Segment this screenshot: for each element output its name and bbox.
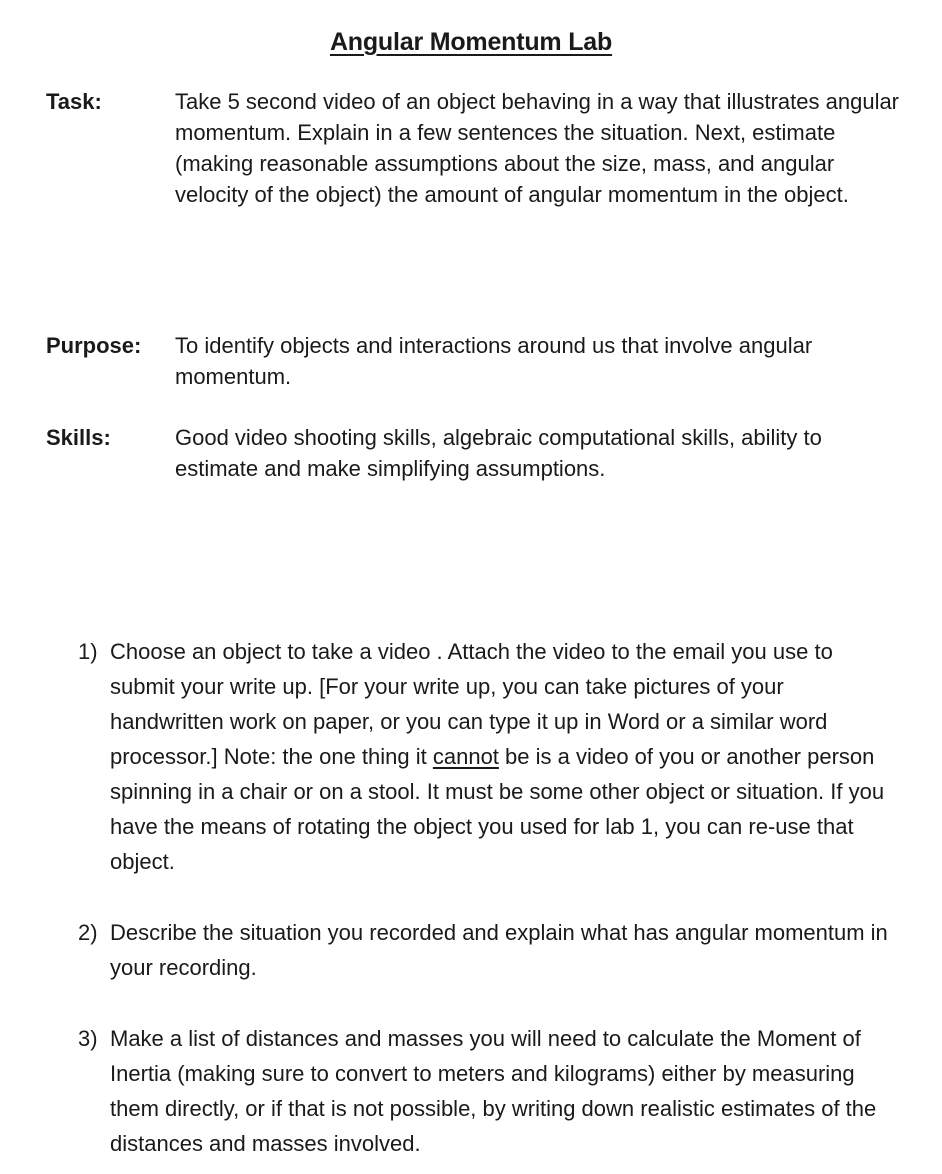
- page-title: Angular Momentum Lab: [329, 28, 613, 56]
- step-text: [110, 639, 884, 874]
- step-number: 3): [78, 1026, 98, 1051]
- task-text: Take 5 second video of an object behaving in a way that illustrates angular momentum. Explain in a few sentences the situation. Next, estimate (making reasonable assumptions about the size, mass, and angular velocity of the object) the amount of angular momentum in the object.: [175, 89, 900, 207]
- step-item: [78, 1021, 896, 1161]
- steps-list: [78, 634, 896, 1161]
- step-text: Make a list of distances and masses you will need to calculate the Moment of Inertia (making sure to convert to meters and kilograms) either by measuring them directly, or if that is not possible, by writing down realistic estimates of the distances and masses involved.: [110, 1026, 877, 1156]
- purpose-text: To identify objects and interactions around us that involve angular momentum.: [175, 333, 813, 389]
- step-item: [78, 634, 896, 879]
- step-text-after: be is a video of you or another person spinning in a chair or on a stool. It must be some other object or situation. If you have the means of rotating the object you used for lab 1, you can re-use that object.: [110, 744, 885, 874]
- step-number: 1): [78, 639, 98, 664]
- step-text: Describe the situation you recorded and explain what has angular momentum in your recording.: [110, 920, 888, 980]
- task-label: Task:: [46, 89, 102, 114]
- step-item: [78, 915, 896, 985]
- skills-text: Good video shooting skills, algebraic computational skills, ability to estimate and make simplifying assumptions.: [175, 425, 822, 481]
- skills-label: Skills:: [46, 425, 111, 450]
- step-text-before: Choose an object to take a video . Attach the video to the email you use to submit your write up. [For your write up, you can take pictures of your handwritten work on paper, or you can type it up in Word or a similar word processor.] Note: the one thing it: [110, 639, 833, 769]
- purpose-label: Purpose:: [46, 333, 142, 358]
- step-text-underlined: cannot: [432, 744, 499, 769]
- step-number: 2): [78, 920, 98, 945]
